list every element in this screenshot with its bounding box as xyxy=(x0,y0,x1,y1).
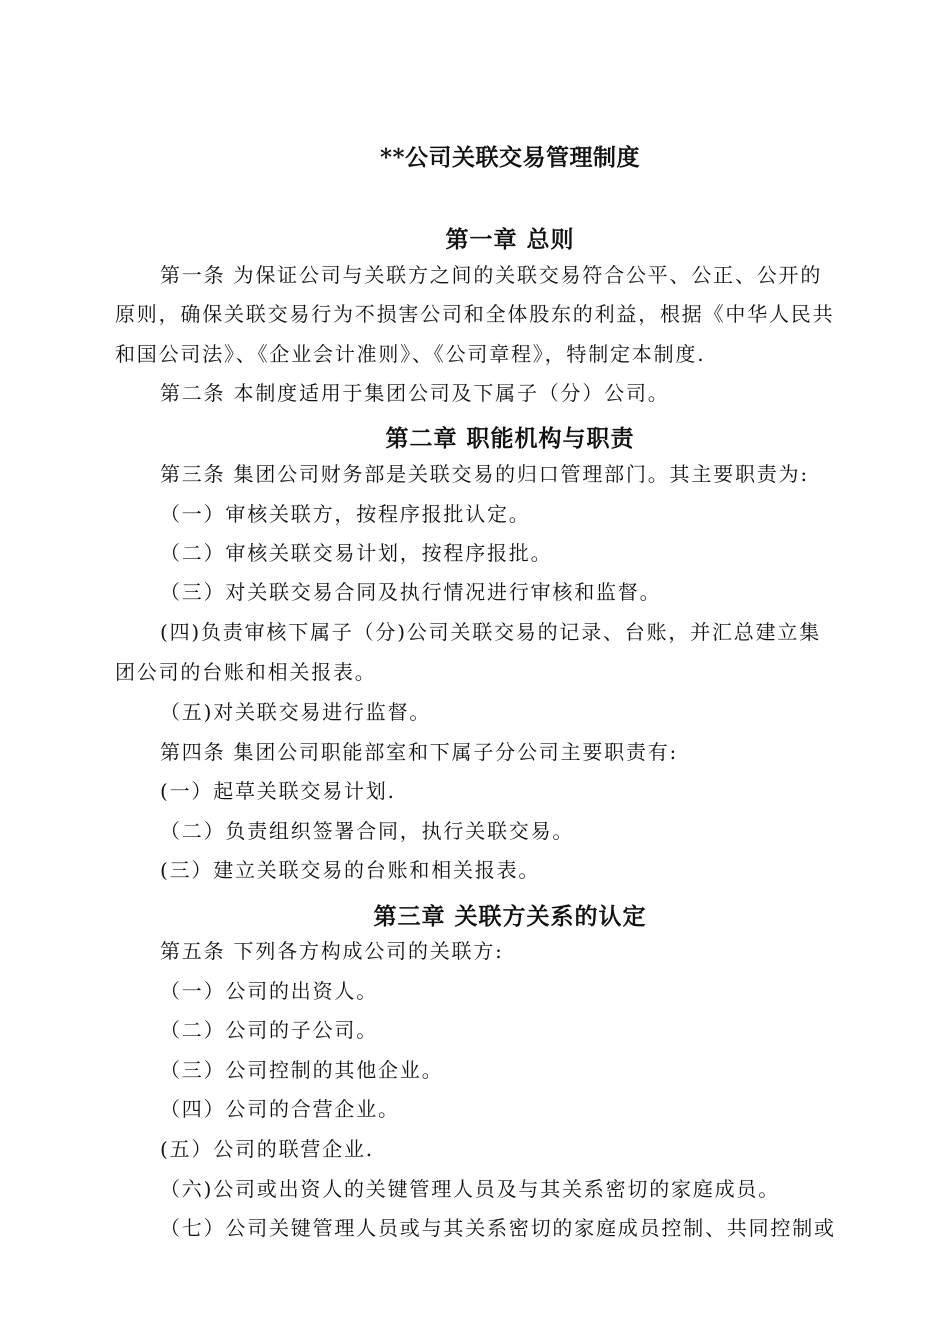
article-5-item-4: （四）公司的合营企业。 xyxy=(160,1097,400,1121)
article-3-intro: 第三条 集团公司财务部是关联交易的归口管理部门。其主要职责为: xyxy=(160,462,809,486)
article-4-item-1: (一）起草关联交易计划. xyxy=(160,779,396,803)
article-5-item-3: （三）公司控制的其他企业。 xyxy=(160,1058,444,1082)
article-3-item-4-line-2: 团公司的台账和相关报表。 xyxy=(115,660,377,684)
article-4-item-3: (三）建立关联交易的台账和相关报表。 xyxy=(160,858,541,882)
article-5-intro: 第五条 下列各方构成公司的关联方: xyxy=(160,939,504,963)
chapter-1-heading: 第一章 总则 xyxy=(445,226,575,253)
article-3-item-1: （一）审核关联方，按程序报批认定。 xyxy=(160,502,531,526)
article-2: 第二条 本制度适用于集团公司及下属子（分）公司。 xyxy=(160,381,670,405)
article-5-item-5: (五）公司的联营企业. xyxy=(160,1137,374,1161)
document-title: **公司关联交易管理制度 xyxy=(379,144,641,171)
article-1-line-2: 原则，确保关联交易行为不损害公司和全体股东的利益，根据《中华人民共 xyxy=(115,302,835,326)
article-1-line-1: 第一条 为保证公司与关联方之间的关联交易符合公平、公正、公开的 xyxy=(160,263,823,287)
article-3-item-5: （五)对关联交易进行监督。 xyxy=(160,700,432,724)
article-5-item-1: （一）公司的出资人。 xyxy=(160,979,378,1003)
article-4-item-2: （二）负责组织签署合同，执行关联交易。 xyxy=(160,819,575,843)
chapter-2-heading: 第二章 职能机构与职责 xyxy=(385,425,635,452)
article-5-item-2: （二）公司的子公司。 xyxy=(160,1018,378,1042)
article-5-item-7: （七）公司关键管理人员或与其关系密切的家庭成员控制、共同控制或 xyxy=(160,1216,836,1240)
article-5-item-6: （六)公司或出资人的关键管理人员及与其关系密切的家庭成员。 xyxy=(160,1177,781,1201)
article-3-item-3: （三）对关联交易合同及执行情况进行审核和监督。 xyxy=(160,580,662,604)
article-3-item-2: （二）审核关联交易计划，按程序报批。 xyxy=(160,541,553,565)
article-3-item-4-line-1: (四)负责审核下属子（分)公司关联交易的记录、台账，并汇总建立集 xyxy=(160,620,822,644)
article-1-line-3: 和国公司法》、《企业会计准则》、《公司章程》，特制定本制度. xyxy=(115,342,706,366)
chapter-3-heading: 第三章 关联方关系的认定 xyxy=(373,903,647,930)
article-4-intro: 第四条 集团公司职能部室和下属子分公司主要职责有: xyxy=(160,740,679,764)
